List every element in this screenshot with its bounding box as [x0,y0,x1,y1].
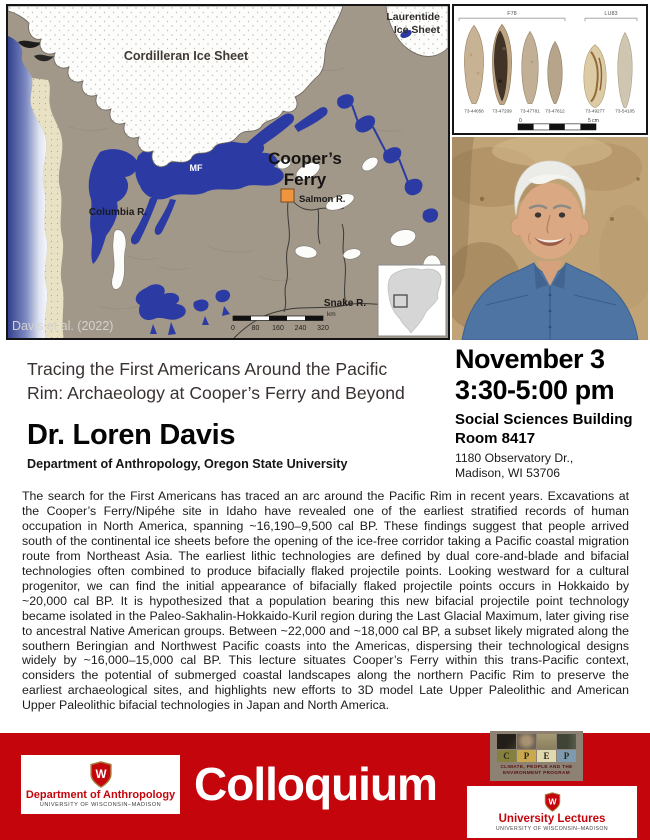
uw-crest-icon-small [544,792,561,812]
svg-text:0: 0 [231,325,235,332]
footer-banner [0,733,650,840]
svg-text:80: 80 [251,325,260,332]
event-building: Social Sciences Building [455,411,633,428]
event-location [455,410,647,448]
lectures-logo-name: University Lectures [498,813,606,825]
title-block [27,358,447,471]
uw-crest-icon [89,761,113,788]
talk-title [27,358,447,405]
map-label-mf: MF [189,163,203,173]
cpep-letter-tiles [497,750,576,762]
cpep-letter-p2: P [557,750,576,762]
svg-text:W: W [94,768,107,782]
svg-text:160: 160 [272,325,284,332]
map-figure [6,4,450,340]
svg-text:73-54105: 73-54105 [615,108,635,114]
lectures-logo-sub: UNIVERSITY OF WISCONSIN–MADISON [495,826,609,832]
anthro-logo-name: Department of Anthropology [25,789,176,801]
map-label-snake: Snake R. [323,298,367,309]
map-label-salmon: Salmon R. [299,194,346,205]
cpep-art-tiles [497,734,576,749]
abstract-text: The search for the First Americans has traced an arc around the Pacific Rim in recent years. Excavations at the Cooper’s Ferry/Nipéhe site in Idaho have revealed one of the earliest stratified records of human occupation in North America, spanning ~16,190–9,500 cal BP. These findings suggest that people arrived south of the continental ice sheets before the opening of the ice-free corridor taking a Pacific coastal migration route from Northeast Asia. The earliest lithic technologies are defined by dual core-and-blade and bifacial technologies often combined to produce bifacially flaked projectile points. Looking westward for a cultural progenitor, we can find the initial appearance of bifacially flaked projectile points occurs in Hokkaido by ~20,000 cal BP. It is hypothesized that a population bearing this new bifacial projectile point technology became isolated in the Paleo-Sakhalin-Hokkaido-Kuril region during the Last Glacial Maximum, later giving rise to ancestral Native American groups. Between ~22,000 and ~18,000 cal BP, a subset likely migrated along the southern Beringian and Northwest Pacific coasts into the Americas, dispersing their technological designs widely by ~16,000–15,000 cal BP. This lecture situates Cooper’s Ferry within this trans-Pacific context, considers the potential of submerged coastal landscapes along the northern Pacific Rim to preserve the earliest archaeological sites, and highlights new efforts to 3D model Late Upper Paleolithic and American Upper Paleolithic bifacial technologies in Japan and North America. [22,489,629,713]
cpep-caption-line1: CLIMATE, PEOPLE AND THE [500,764,573,769]
talk-title-line2: Rim: Archaeology at Cooper’s Ferry and Beyond [27,382,405,403]
anthro-logo-sub: UNIVERSITY OF WISCONSIN–MADISON [39,802,162,808]
artifact-figure [452,4,648,135]
event-street: 1180 Observatory Dr., [455,451,574,465]
svg-text:W: W [547,796,557,807]
speaker-affiliation: Department of Anthropology, Oregon State University [27,457,348,471]
university-lectures-logo [467,786,637,838]
map-label-coopers-ferry-1: Cooper’s [268,149,342,168]
coopers-ferry-marker [281,189,294,202]
speaker-name: Dr. Loren Davis [27,419,236,451]
svg-text:73-44058: 73-44058 [464,108,484,114]
event-address [455,451,647,481]
map-label-cordilleran: Cordilleran Ice Sheet [123,49,249,63]
artifact-group-label-lu83: LU83 [604,11,618,18]
event-time: 3:30-5:00 pm [455,375,615,405]
svg-text:320: 320 [317,325,329,332]
cpep-letter-c: C [497,750,516,762]
event-date: November 3 [455,344,605,374]
map-label-coopers-ferry-2: Ferry [283,170,327,189]
anthropology-dept-logo [21,755,180,814]
cpep-caption-line2: ENVIRONMENT PROGRAM [502,769,571,775]
map-label-laurentide-1: Laurentide [386,11,440,23]
svg-text:5 cm: 5 cm [588,117,599,124]
svg-text:73-47781: 73-47781 [520,108,540,114]
colloquium-title: Colloquium [194,758,437,810]
speaker-photo [452,137,648,340]
svg-text:240: 240 [294,325,307,332]
svg-text:73-47209: 73-47209 [492,108,512,114]
cpep-letter-e: E [537,750,556,762]
cpep-logo [490,731,583,781]
map-credit: Davis et al. (2022) [12,319,114,333]
map-label-columbia: Columbia R. [88,207,148,218]
map-label-laurentide-2: Ice Sheet [393,24,440,36]
event-city: Madison, WI 53706 [455,466,561,480]
svg-text:73-47812: 73-47812 [545,108,565,114]
event-details [455,344,647,481]
artifact-group-label-f78: F78 [507,11,517,18]
svg-text:73-49277: 73-49277 [585,108,605,114]
cpep-letter-p1: P [517,750,536,762]
cpep-caption [500,764,572,775]
map-scale-unit: km [327,311,336,318]
map-inset-north-america [378,265,446,336]
svg-text:0: 0 [519,117,522,124]
event-room: Room 8417 [455,430,536,447]
talk-title-line1: Tracing the First Americans Around the Pacific [27,359,388,379]
